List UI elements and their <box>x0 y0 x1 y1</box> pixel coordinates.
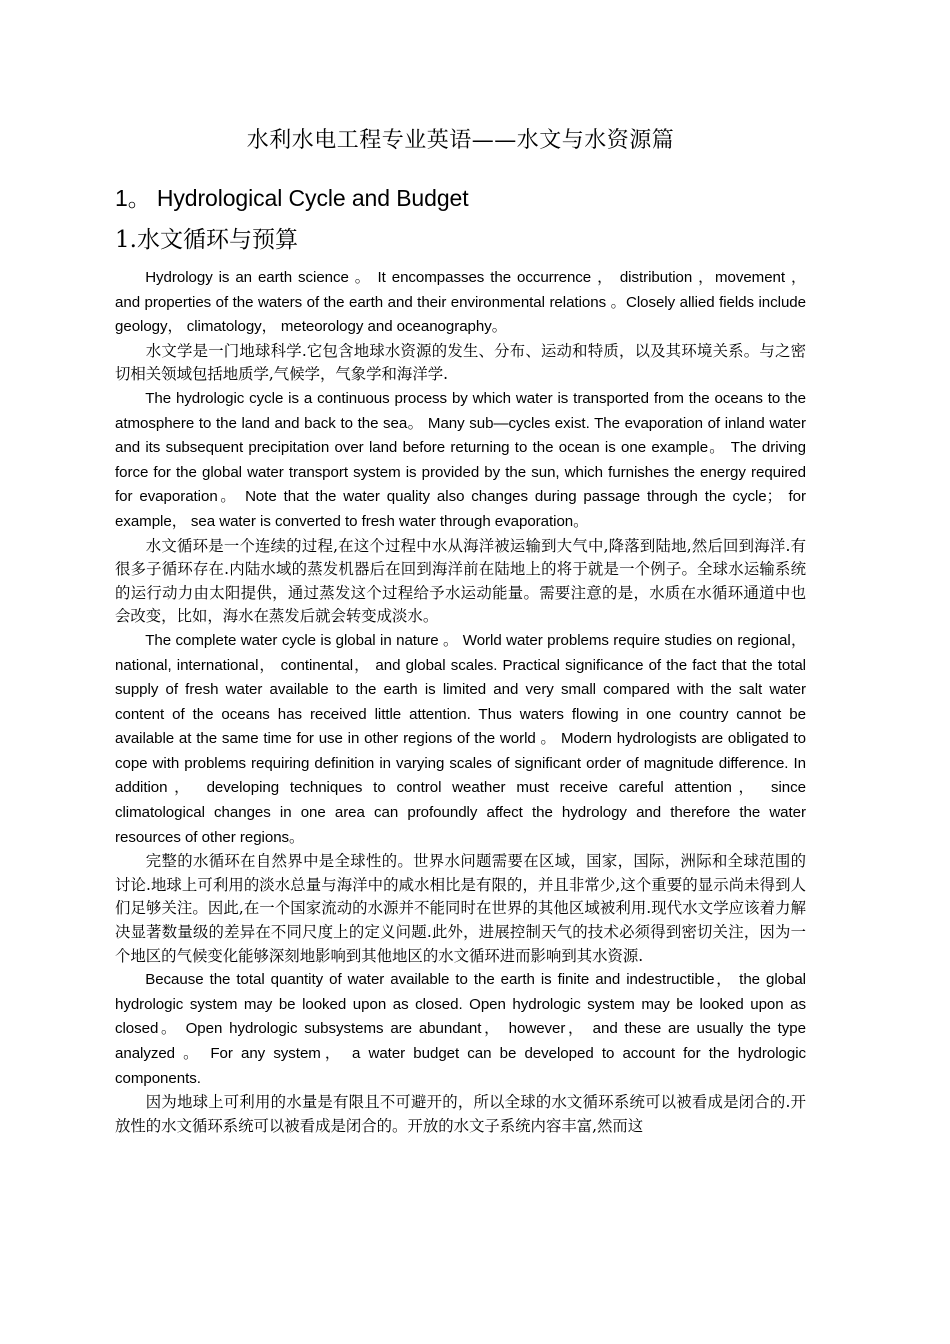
paragraph-en-1: Hydrology is an earth science 。 It encompasses the occurrence ， distribution ，movement ， and properties of the waters of the earth and their environmental relations 。Closely allied fields include geology， climatology， meteorology and oceanography。 <box>115 269 806 336</box>
body-text-flow <box>115 266 806 1138</box>
section-heading-chinese: 1.水文循环与预算 <box>115 227 298 253</box>
paragraph-en-3: The complete water cycle is global in nature 。 World water problems require studies on regional， national, international， continental， and global scales. Practical significance of the fact that the total supply of fresh water available to the earth is limited and very small compared with the salt water content of the oceans has received little attention. Thus waters flowing in one country cannot be available at the same time for use in other regions of the world 。 Modern hydrologists are obligated to cope with problems requiring definition in varying scales of significant order of magnitude difference. In addition， developing techniques to control weather must receive careful attention， since climatological changes in one area can profoundly affect the hydrology and therefore the water resources of other regions。 <box>115 631 806 846</box>
paragraph-cn-1: 水文学是一门地球科学.它包含地球水资源的发生、分布、运动和特质，以及其环境关系。与之密切相关领域包括地质学,气候学，气象学和海洋学. <box>115 341 806 384</box>
paragraph-cn-2: 水文循环是一个连续的过程,在这个过程中水从海洋被运输到大气中,降落到陆地,然后回到海洋.有很多子循环存在.内陆水域的蒸发机器后在回到海洋前在陆地上的将于就是一个例子。全球水运输系统的运行动力由太阳提供，通过蒸发这个过程给予水运动能量。需要注意的是，水质在水循环通道中也会改变，比如，海水在蒸发后就会转变成淡水。 <box>115 536 806 626</box>
paragraph-en-2: The hydrologic cycle is a continuous process by which water is transported from the oceans to the atmosphere to the land and back to the sea。 Many sub—cycles exist. The evaporation of inland water and its subsequent precipitation over land before returning to the ocean is one example。 The driving force for the global water transport system is provided by the sun, which furnishes the energy required for evaporation。 Note that the water quality also changes during passage through the cycle； for example， sea water is converted to fresh water through evaporation。 <box>115 389 806 530</box>
paragraph-en-4: Because the total quantity of water available to the earth is finite and indestructible， the global hydrologic system may be looked upon as closed. Open hydrologic system may be looked upon as closed。 Open hydrologic subsystems are abundant， however， and these are usually the type analyzed 。 For any system， a water budget can be developed to account for the hydrologic components. <box>115 971 806 1087</box>
document-title: 水利水电工程专业英语——水文与水资源篇 <box>246 128 675 153</box>
section-heading-english: 1。 Hydrological Cycle and Budget <box>115 185 469 211</box>
paragraph-cn-4: 因为地球上可利用的水量是有限且不可避开的，所以全球的水文循环系统可以被看成是闭合的.开放性的水文循环系统可以被看成是闭合的。开放的水文子系统内容丰富,然而这 <box>115 1093 806 1135</box>
paragraph-cn-3: 完整的水循环在自然界中是全球性的。世界水问题需要在区域，国家，国际，洲际和全球范围的讨论.地球上可利用的淡水总量与海洋中的咸水相比是有限的，并且非常少,这个重要的显示尚未得到人们足够关注。因此,在一个国家流动的水源并不能同时在世界的其他区域被利用.现代水文学应该着力解决显著数量级的差异在不同尺度上的定义问题.此外，进展控制天气的技术必须得到密切关注，因为一个地区的气候变化能够深刻地影响到其他地区的水文循环进而影响到其水资源. <box>115 852 806 965</box>
